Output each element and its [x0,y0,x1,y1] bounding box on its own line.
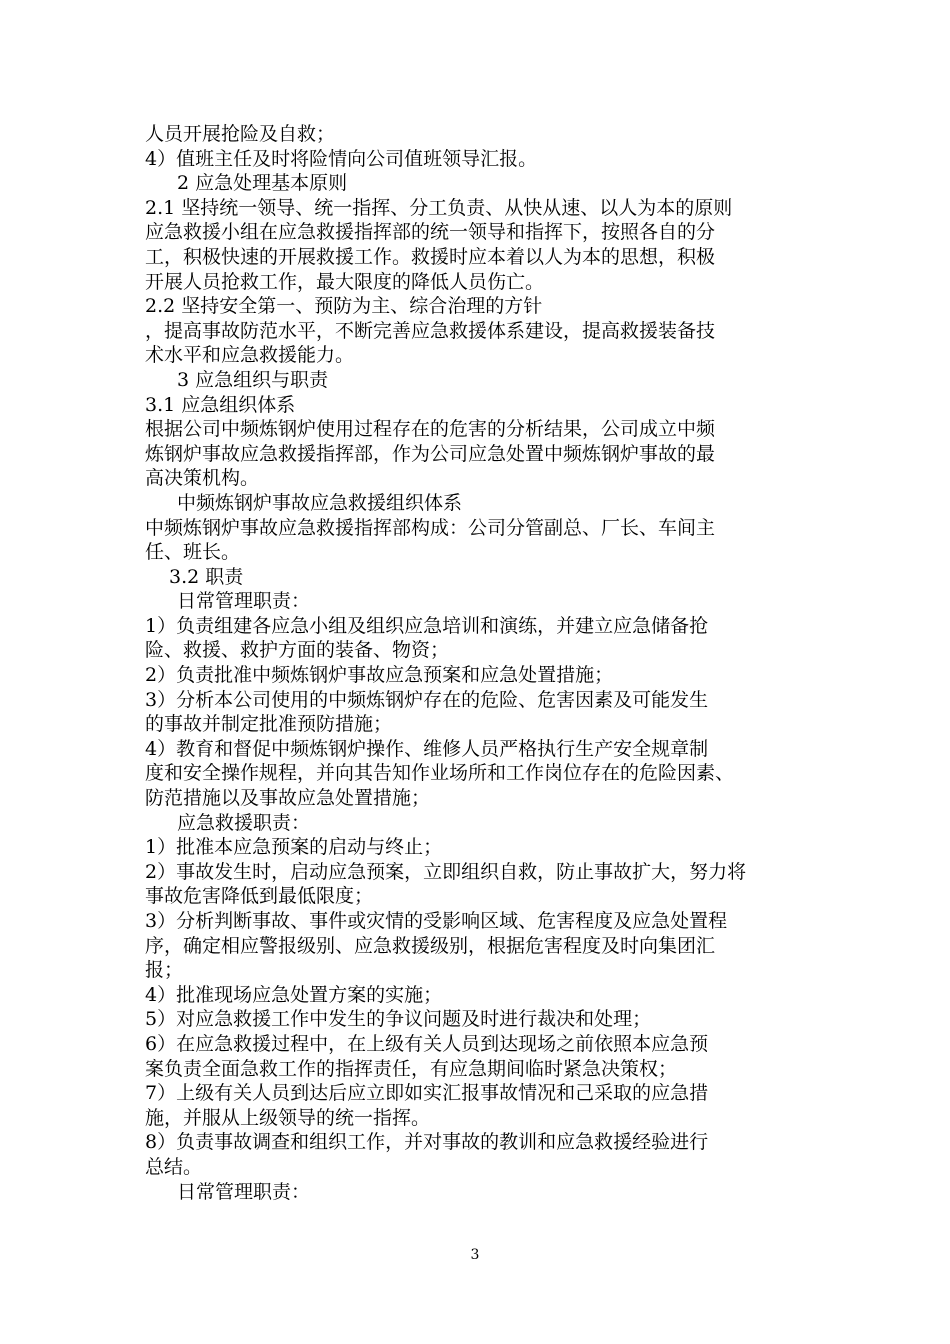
section-heading: 应急救援职责： [177,811,311,834]
text-line: 炼钢炉事故应急救援指挥部，作为公司应急处置中频炼钢炉事故的最 [145,442,716,465]
text-line: 防范措施以及事故应急处置措施； [145,787,431,810]
subsection-heading: 2.2 坚持安全第一、预防为主、综合治理的方针 [145,295,543,318]
text-line: 度和安全操作规程，并向其告知作业场所和工作岗位存在的危险因素、 [145,762,735,785]
section-heading: 中频炼钢炉事故应急救援组织体系 [177,491,463,514]
text-line: ，提高事故防范水平，不断完善应急救援体系建设，提高救援装备技 [145,319,716,342]
text-line: 术水平和应急救援能力。 [145,344,355,367]
list-item: 4）教育和督促中频炼钢炉操作、维修人员严格执行生产安全规章制 [145,737,709,760]
text-line: 事故危害降低到最低限度； [145,885,374,908]
list-item: 1）批准本应急预案的启动与终止； [145,836,443,859]
text-line: 险、救援、救护方面的装备、物资； [145,639,450,662]
text-line: 中频炼钢炉事故应急救援指挥部构成：公司分管副总、厂长、车间主 [145,516,716,539]
subsection-heading: 3.2 职责 [169,565,244,588]
text-line: 案负责全面急救工作的指挥责任，有应急期间临时紧急决策权； [145,1057,678,1080]
text-line: 任、班长。 [145,541,241,564]
section-heading: 2 应急处理基本原则 [177,172,348,195]
list-item: 5）对应急救援工作中发生的争议问题及时进行裁决和处理； [145,1008,652,1031]
section-heading: 3 应急组织与职责 [177,368,329,391]
section-heading: 日常管理职责： [177,1180,311,1203]
list-item: 3）分析本公司使用的中频炼钢炉存在的危险、危害因素及可能发生 [145,688,709,711]
list-item: 2）负责批准中频炼钢炉事故应急预案和应急处置措施； [145,664,614,687]
text-line: 开展人员抢救工作，最大限度的降低人员伤亡。 [145,270,545,293]
body-text [145,122,820,1204]
list-item: 4）值班主任及时将险情向公司值班领导汇报。 [145,147,538,170]
text-line: 工，积极快速的开展救援工作。救援时应本着以人为本的思想，积极 [145,245,716,268]
text-line: 高决策机构。 [145,467,260,490]
text-line: 应急救援小组在应急救援指挥部的统一领导和指挥下，按照各自的分 [145,221,716,244]
list-item: 8）负责事故调查和组织工作，并对事故的教训和应急救援经验进行 [145,1131,709,1154]
list-item: 6）在应急救援过程中，在上级有关人员到达现场之前依照本应急预 [145,1032,709,1055]
text-line: 总结。 [145,1155,203,1178]
text-line: 序，确定相应警报级别、应急救援级别，根据危害程度及时向集团汇 [145,934,716,957]
page-number: 3 [470,1247,480,1263]
text-line: 报； [145,959,184,982]
subsection-heading: 3.1 应急组织体系 [145,393,296,416]
text-line: 的事故并制定批准预防措施； [145,713,393,736]
text-line: 人员开展抢险及自救； [145,123,336,145]
subsection-heading: 2.1 坚持统一领导、统一指挥、分工负责、从快从速、以人为本的原则 [145,196,733,219]
text-line: 根据公司中频炼钢炉使用过程存在的危害的分析结果，公司成立中频 [145,418,716,441]
list-item: 7）上级有关人员到达后应立即如实汇报事故情况和己采取的应急措 [145,1082,709,1105]
list-item: 1）负责组建各应急小组及组织应急培训和演练，并建立应急储备抢 [145,614,709,637]
list-item: 2）事故发生时，启动应急预案，立即组织自救，防止事故扩大，努力将 [145,860,747,883]
list-item: 4）批准现场应急处置方案的实施； [145,983,443,1006]
text-line: 施，并服从上级领导的统一指挥。 [145,1106,431,1129]
list-item: 3）分析判断事故、事件或灾情的受影响区域、危害程度及应急处置程 [145,910,728,932]
section-heading: 日常管理职责： [177,590,311,613]
